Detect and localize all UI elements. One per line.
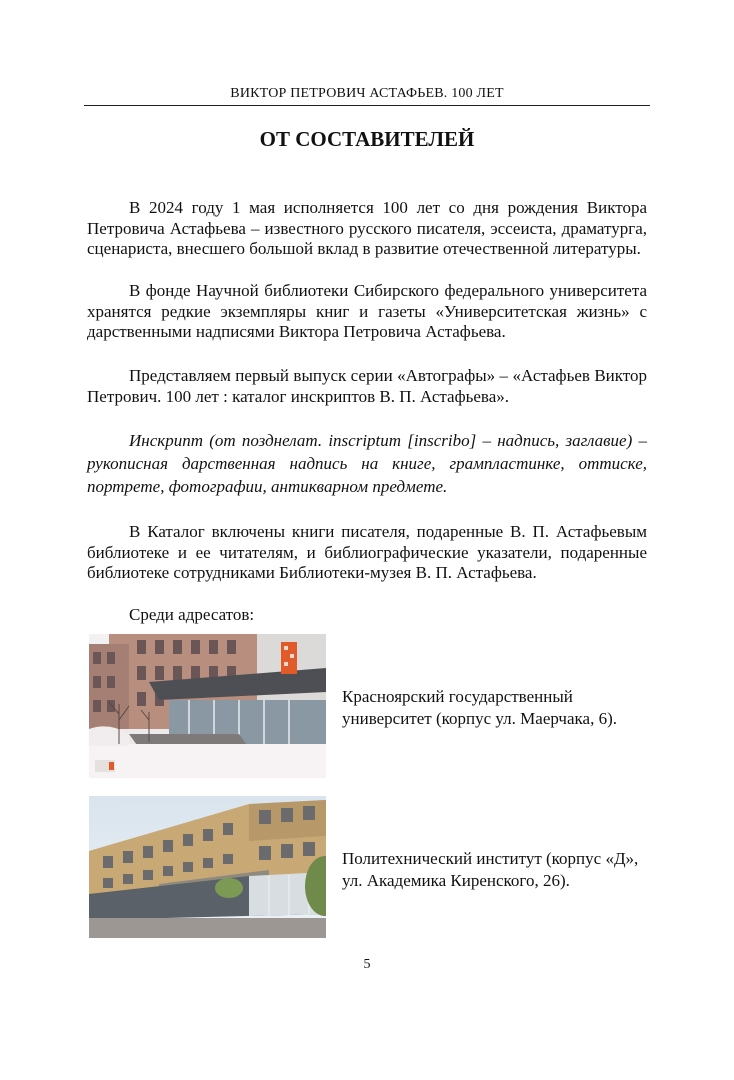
paragraph-catalog-contents: В Каталог включены книги писателя, подаренные В. П. Астафьевым библиотеке и ее читателям, и библиографические указатели, подаренные библиотеке сотрудниками Библиотеки-музея В. П. Астафьева. <box>87 522 647 582</box>
page-number: 5 <box>363 957 371 972</box>
header-rule <box>84 105 650 106</box>
page-title: ОТ СОСТАВИТЕЛЕЙ <box>259 127 475 151</box>
paragraph-series: Представляем первый выпуск серии «Автографы» – «Астафьев Виктор Петрович. 100 лет : каталог инскриптов В. П. Астафьева». <box>87 366 647 406</box>
photo-polytechnic-institute <box>89 796 326 938</box>
paragraph-anniversary: В 2024 году 1 мая исполняется 100 лет со дня рождения Виктора Петровича Астафьева – известного русского писателя, эссеиста, драматурга, сценариста, внесшего большой вклад в развитие отечественной литературы. <box>87 198 647 258</box>
running-header: ВИКТОР ПЕТРОВИЧ АСТАФЬЕВ. 100 ЛЕТ <box>230 86 504 101</box>
paragraph-library-fund: В фонде Научной библиотеки Сибирского федерального университета хранятся редкие экземпляры книг и газеты «Университетская жизнь» с дарственными надписями Виктора Петровича Астафьева. <box>87 281 647 341</box>
photo-krasnoyarsk-university <box>89 634 326 778</box>
caption-krasnoyarsk-university: Красноярский государственный университет (корпус ул. Маерчака, 6). <box>342 687 617 728</box>
caption-polytechnic-institute: Политехнический институт (корпус «Д», ул. Академика Киренского, 26). <box>342 849 639 890</box>
definition-inscript: Инскрипт (от позднелат. inscriptum [inscribo] – надпись, заглавие) – рукописная дарственная надпись на книге, грампластинке, оттиске, портрете, фотографии, антикварном предмете. <box>87 431 647 496</box>
paragraph-addressees-intro: Среди адресатов: <box>129 605 255 624</box>
